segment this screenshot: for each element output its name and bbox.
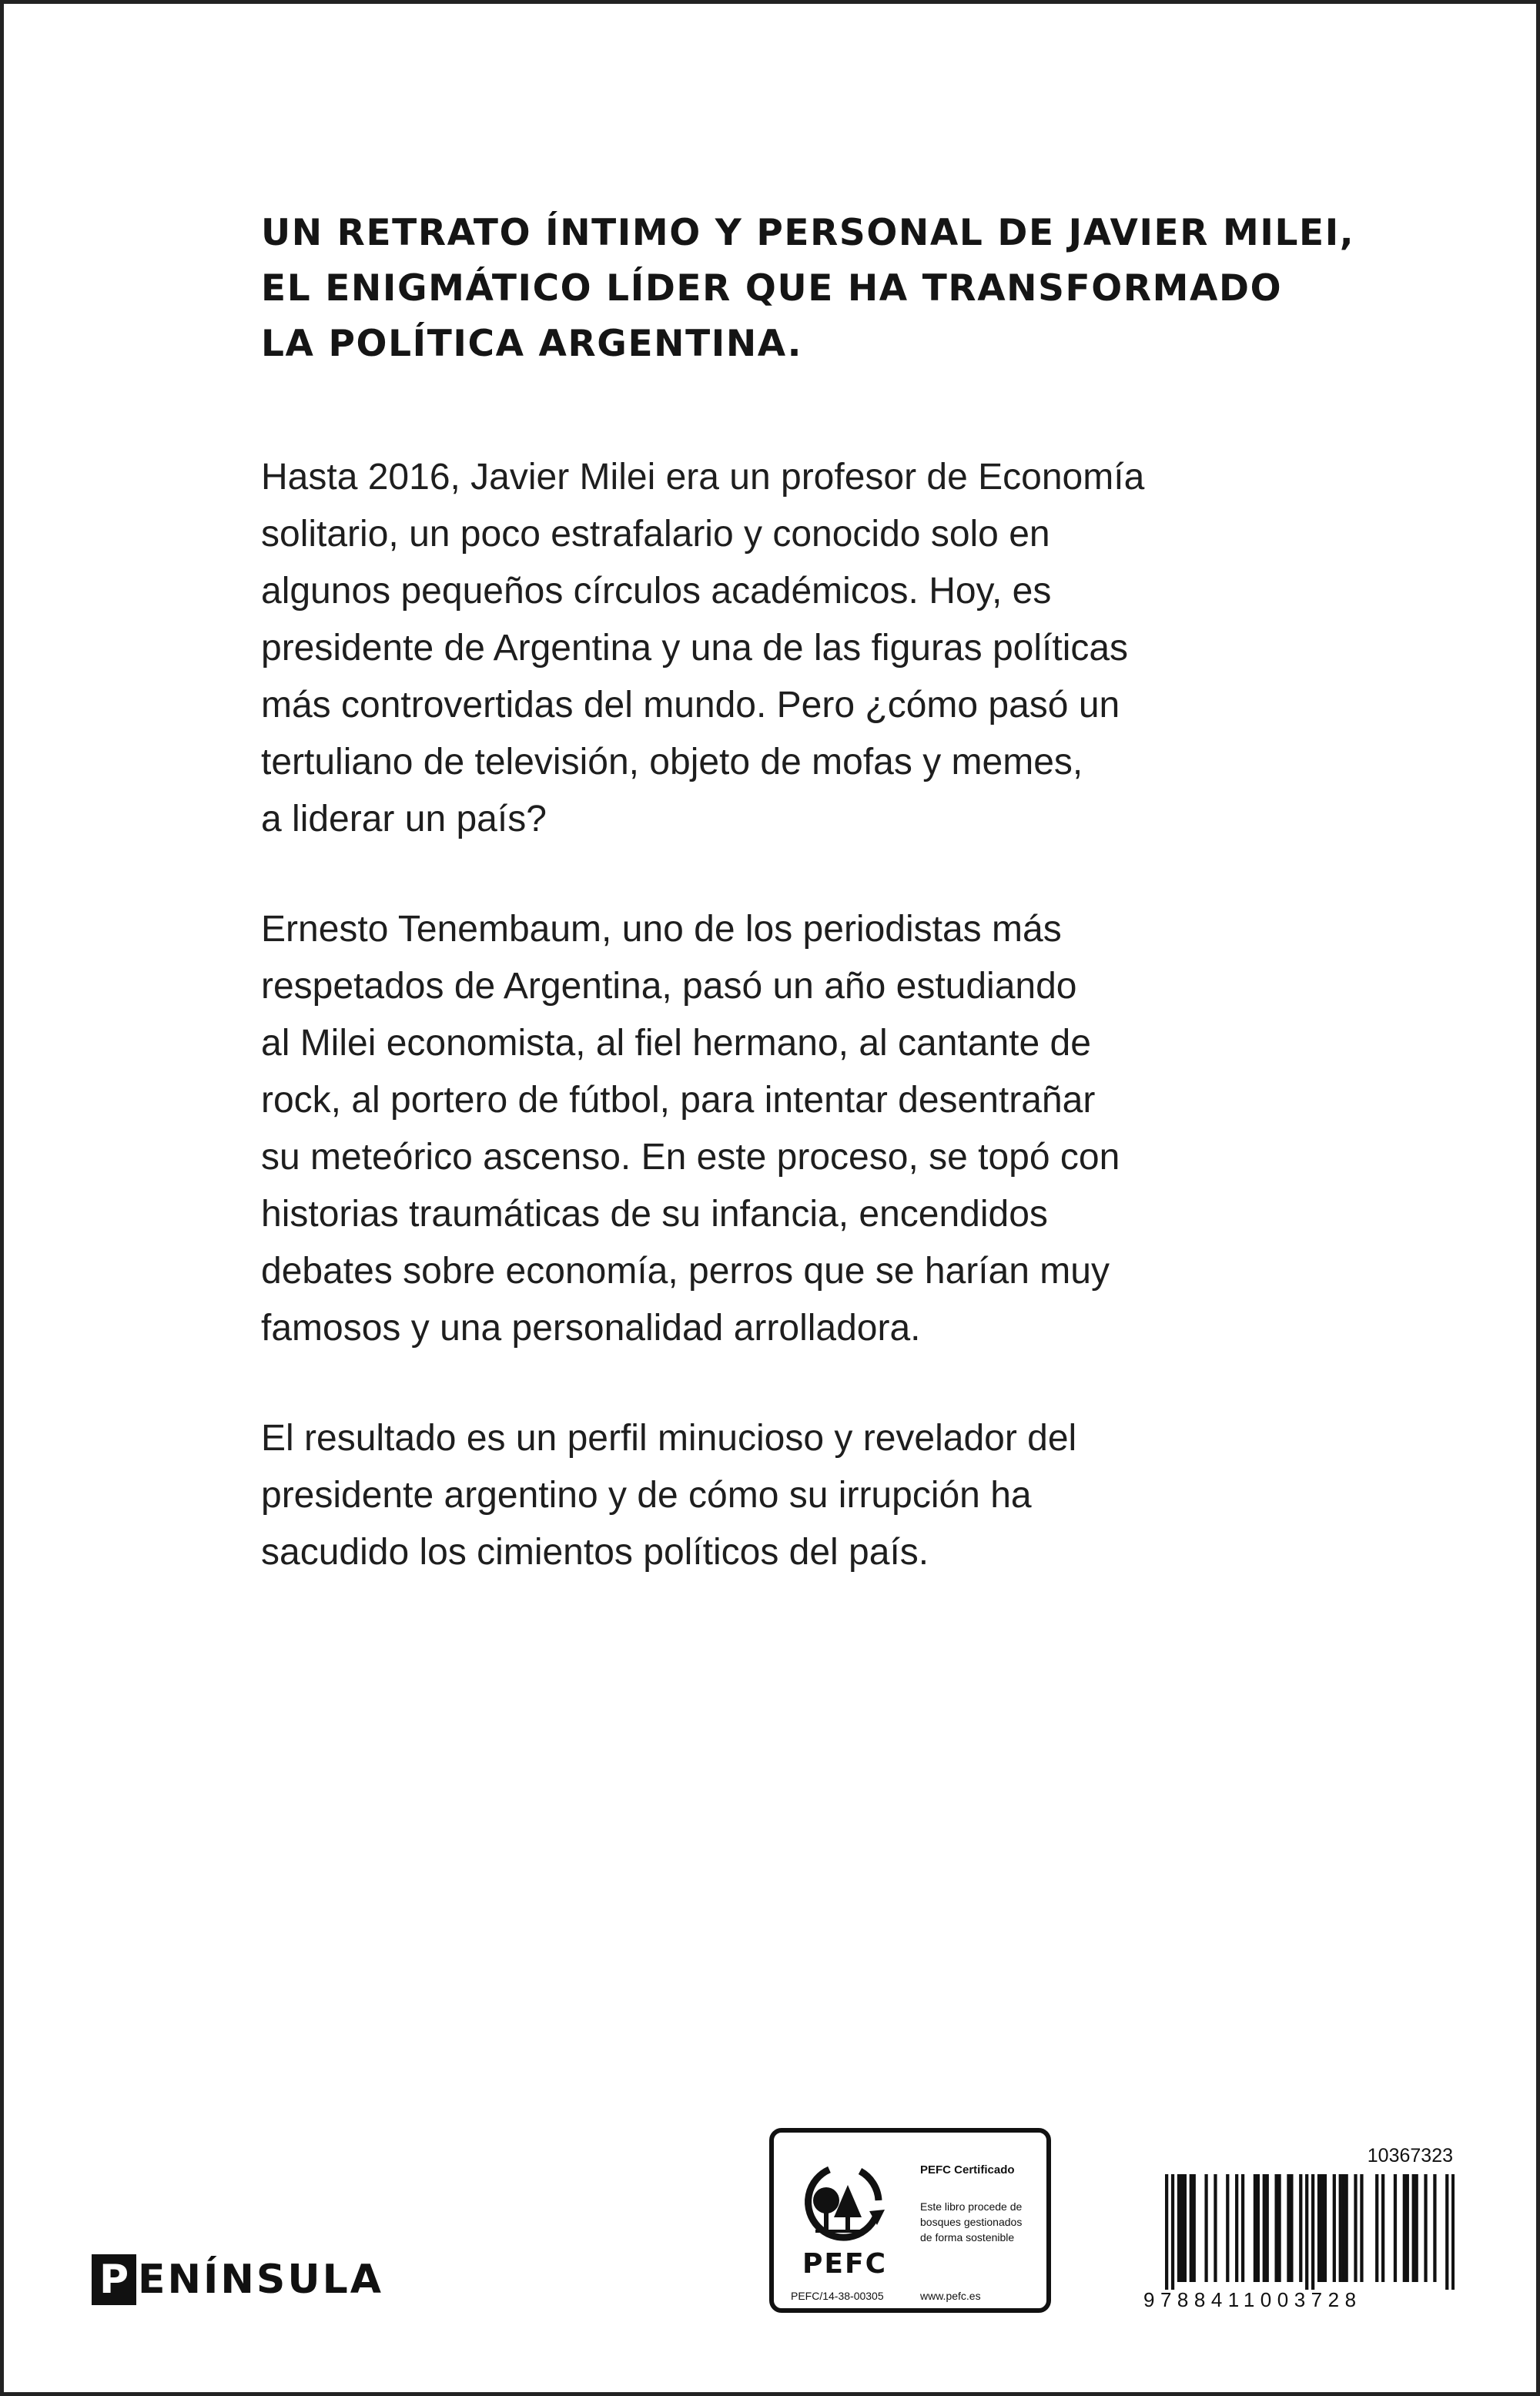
barcode-bar xyxy=(1451,2174,1455,2290)
publisher-logo xyxy=(92,2254,383,2305)
text-line: solitario, un poco estrafalario y conocido solo en xyxy=(261,514,1050,555)
logo-initial: P xyxy=(92,2254,136,2305)
barcode-bar xyxy=(1406,2174,1409,2282)
pefc-title: PEFC Certificado xyxy=(920,2163,1015,2177)
synopsis-paragraph-1 xyxy=(261,449,1339,848)
barcode-bar xyxy=(1177,2174,1180,2282)
barcode-bar xyxy=(1381,2174,1384,2282)
barcode-bar xyxy=(1287,2174,1290,2282)
synopsis-paragraph-3 xyxy=(261,1410,1339,1581)
barcode-bar xyxy=(1317,2174,1321,2282)
barcode-bar xyxy=(1354,2174,1357,2282)
barcode-bar xyxy=(1433,2174,1436,2282)
barcode-bar xyxy=(1277,2174,1281,2282)
pefc-description-line: bosques gestionados xyxy=(920,2216,1023,2228)
barcode-bar xyxy=(1257,2174,1260,2282)
barcode-bar xyxy=(1342,2174,1345,2282)
isbn-number: 9788411003728 xyxy=(1143,2288,1362,2311)
barcode-bar xyxy=(1204,2174,1207,2282)
pefc-description-line: Este libro procede de xyxy=(920,2200,1023,2213)
barcode-bar xyxy=(1254,2174,1257,2282)
text-line: a liderar un país? xyxy=(261,799,547,839)
internal-code: 10367323 xyxy=(1367,2145,1453,2166)
text-line: presidente de Argentina y una de las figuras políticas xyxy=(261,628,1129,669)
text-line: rock, al portero de fútbol, para intentar desentrañar xyxy=(261,1080,1096,1121)
barcode-bar xyxy=(1274,2174,1277,2282)
text-line: tertuliano de televisión, objeto de mofas y memes, xyxy=(261,742,1083,782)
barcode-bar xyxy=(1290,2174,1293,2282)
text-line: historias traumáticas de su infancia, encendidos xyxy=(261,1194,1048,1235)
barcode-bar xyxy=(1424,2174,1427,2282)
barcode-bar xyxy=(1266,2174,1269,2282)
barcode-bar xyxy=(1345,2174,1348,2282)
barcode-bar xyxy=(1305,2174,1308,2290)
pefc-code: PEFC/14-38-00305 xyxy=(791,2290,884,2302)
barcode-bar xyxy=(1311,2174,1314,2290)
pefc-url: www.pefc.es xyxy=(920,2290,981,2302)
barcode-bar xyxy=(1193,2174,1196,2282)
text-line: famosos y una personalidad arrolladora. xyxy=(261,1308,921,1349)
text-line: al Milei economista, al fiel hermano, al cantante de xyxy=(261,1023,1091,1064)
barcode-bar xyxy=(1226,2174,1229,2282)
pefc-certification-box xyxy=(769,2128,1051,2313)
barcode-bar xyxy=(1324,2174,1327,2282)
text-line: presidente argentino y de cómo su irrupción ha xyxy=(261,1475,1032,1516)
text-line: Hasta 2016, Javier Milei era un profesor de Economía xyxy=(261,457,1145,498)
logo-wordmark: ENÍNSULA xyxy=(138,2257,383,2303)
barcode-bar xyxy=(1321,2174,1324,2282)
barcode-bar xyxy=(1263,2174,1266,2282)
barcode-bar xyxy=(1360,2174,1363,2282)
barcode-bar xyxy=(1190,2174,1193,2282)
barcode-bar xyxy=(1180,2174,1183,2282)
barcode-bar xyxy=(1415,2174,1418,2282)
barcode-bar xyxy=(1299,2174,1302,2282)
text-line: El resultado es un perfil minucioso y revelador del xyxy=(261,1418,1077,1459)
text-line: debates sobre economía, perros que se harían muy xyxy=(261,1251,1110,1292)
text-line: sacudido los cimientos políticos del país. xyxy=(261,1532,929,1573)
headline xyxy=(261,206,1355,372)
pefc-description-line: de forma sostenible xyxy=(920,2231,1015,2244)
text-line: respetados de Argentina, pasó un año estudiando xyxy=(261,966,1077,1007)
headline-line: LA POLÍTICA ARGENTINA. xyxy=(261,323,803,365)
pefc-description xyxy=(920,2199,1051,2245)
headline-line: EL ENIGMÁTICO LÍDER QUE HA TRANSFORMADO xyxy=(261,267,1283,310)
barcode-bar xyxy=(1403,2174,1406,2282)
barcode-bar xyxy=(1235,2174,1238,2282)
barcode-icon xyxy=(1165,2174,1455,2290)
barcode-bar xyxy=(1445,2174,1448,2290)
barcode-bar xyxy=(1214,2174,1217,2282)
barcode-bar xyxy=(1171,2174,1174,2290)
synopsis-paragraph-2 xyxy=(261,901,1339,1357)
text-line: su meteórico ascenso. En este proceso, se topó con xyxy=(261,1137,1120,1178)
text-line: algunos pequeños círculos académicos. Hoy, es xyxy=(261,571,1052,612)
barcode-bar xyxy=(1339,2174,1342,2282)
text-line: Ernesto Tenembaum, uno de los periodistas más xyxy=(261,909,1062,950)
barcode-bar xyxy=(1183,2174,1187,2282)
pefc-wordmark: PEFC xyxy=(802,2248,887,2280)
barcode-bar xyxy=(1412,2174,1415,2282)
barcode-bar xyxy=(1394,2174,1397,2282)
barcode-bar xyxy=(1241,2174,1244,2282)
pefc-tree-emblem-icon xyxy=(795,2163,886,2247)
text-line: más controvertidas del mundo. Pero ¿cómo pasó un xyxy=(261,685,1120,726)
barcode-bar xyxy=(1165,2174,1168,2290)
barcode-bar xyxy=(1375,2174,1378,2282)
headline-line: UN RETRATO ÍNTIMO Y PERSONAL DE JAVIER MILEI, xyxy=(261,212,1355,254)
barcode-bar xyxy=(1333,2174,1336,2282)
